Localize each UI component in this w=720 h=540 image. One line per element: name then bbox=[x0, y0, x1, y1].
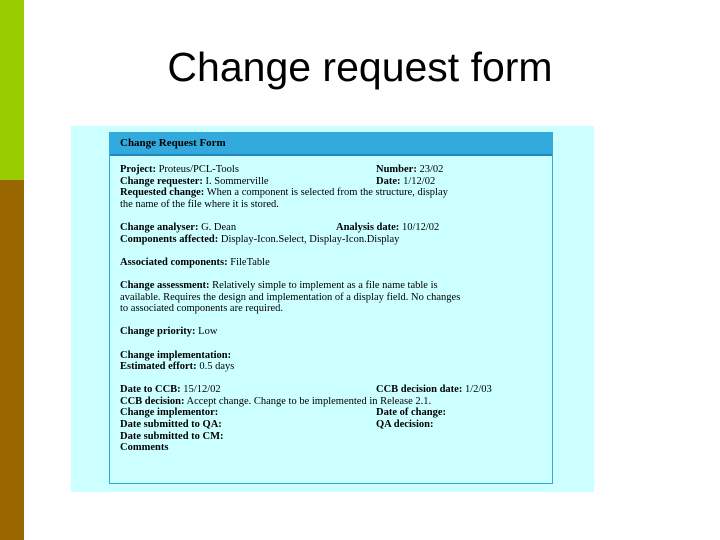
form-body bbox=[110, 156, 552, 454]
accent-bar-brown bbox=[0, 180, 24, 540]
assessment-row bbox=[120, 280, 542, 292]
ccb-date-row bbox=[120, 384, 542, 396]
associated-row bbox=[120, 257, 542, 269]
requested-change-row-2 bbox=[120, 199, 542, 211]
form-header: Change Request Form bbox=[110, 133, 552, 156]
assessment-row-2 bbox=[120, 292, 542, 304]
requested-change-value-1: When a component is selected from the structure, display bbox=[206, 187, 448, 199]
ccb-date-label: Date to CCB: bbox=[120, 384, 181, 396]
priority-value: Low bbox=[198, 326, 218, 338]
affected-value: Display-Icon.Select, Display-Icon.Display bbox=[220, 233, 400, 245]
change-request-form bbox=[109, 132, 553, 484]
associated-value: FileTable bbox=[230, 256, 270, 268]
date-label: Date: bbox=[376, 175, 401, 187]
assessment-value-3: to associated components are required. bbox=[120, 303, 283, 315]
implementation-label: Change implementation: bbox=[120, 349, 232, 361]
number-label: Number: bbox=[376, 164, 417, 175]
qa-decision-label: QA decision: bbox=[376, 419, 434, 431]
assessment-value-2: available. Requires the design and implementation of a display field. No changes bbox=[120, 291, 461, 303]
form-image-background bbox=[71, 126, 594, 492]
requester-value: I. Sommerville bbox=[205, 175, 269, 187]
slide-title: Change request form bbox=[167, 44, 553, 90]
effort-row bbox=[120, 361, 542, 373]
requested-change-value-2: the name of the file where it is stored. bbox=[120, 198, 279, 210]
cm-submitted-label: Date submitted to CM: bbox=[120, 430, 224, 442]
affected-label: Components affected: bbox=[120, 233, 219, 245]
affected-row bbox=[120, 234, 542, 246]
project-label: Project: bbox=[120, 164, 156, 175]
effort-label: Estimated effort: bbox=[120, 361, 197, 373]
effort-value: 0.5 days bbox=[199, 361, 235, 373]
analyser-row bbox=[120, 222, 542, 234]
ccb-decision-date-value: 1/2/03 bbox=[464, 384, 492, 396]
date-value: 1/12/02 bbox=[403, 175, 436, 187]
comments-label: Comments bbox=[120, 442, 169, 454]
ccb-date-value: 15/12/02 bbox=[183, 384, 221, 396]
comments-row bbox=[120, 442, 542, 454]
associated-label: Associated components: bbox=[120, 256, 228, 268]
assessment-label: Change assessment: bbox=[120, 279, 210, 291]
project-value: Proteus/PCL-Tools bbox=[158, 164, 239, 175]
priority-label: Change priority: bbox=[120, 326, 196, 338]
requester-row bbox=[120, 176, 542, 188]
project-row bbox=[120, 164, 542, 176]
date-of-change-label: Date of change: bbox=[376, 407, 446, 419]
implementation-row bbox=[120, 350, 542, 362]
requested-change-label: Requested change: bbox=[120, 187, 205, 199]
requester-label: Change requester: bbox=[120, 175, 203, 187]
analyser-label: Change analyser: bbox=[120, 221, 199, 233]
ccb-decision-date-label: CCB decision date: bbox=[376, 384, 463, 396]
priority-row bbox=[120, 326, 542, 338]
ccb-decision-row bbox=[120, 396, 542, 408]
ccb-decision-value: Accept change. Change to be implemented in Release 2.1. bbox=[186, 395, 432, 407]
assessment-value-1: Relatively simple to implement as a file name table is bbox=[212, 279, 438, 291]
analysis-date-label: Analysis date: bbox=[336, 221, 400, 233]
analysis-date-value: 10/12/02 bbox=[401, 221, 440, 233]
qa-submitted-label: Date submitted to QA: bbox=[120, 419, 222, 431]
ccb-decision-label: CCB decision: bbox=[120, 395, 185, 407]
assessment-row-3 bbox=[120, 303, 542, 315]
qa-row bbox=[120, 419, 542, 431]
implementor-label: Change implementor: bbox=[120, 407, 219, 419]
number-value: 23/02 bbox=[419, 164, 444, 175]
implementor-row bbox=[120, 407, 542, 419]
cm-row bbox=[120, 431, 542, 443]
requested-change-row bbox=[120, 187, 542, 199]
analyser-value: G. Dean bbox=[201, 221, 237, 233]
